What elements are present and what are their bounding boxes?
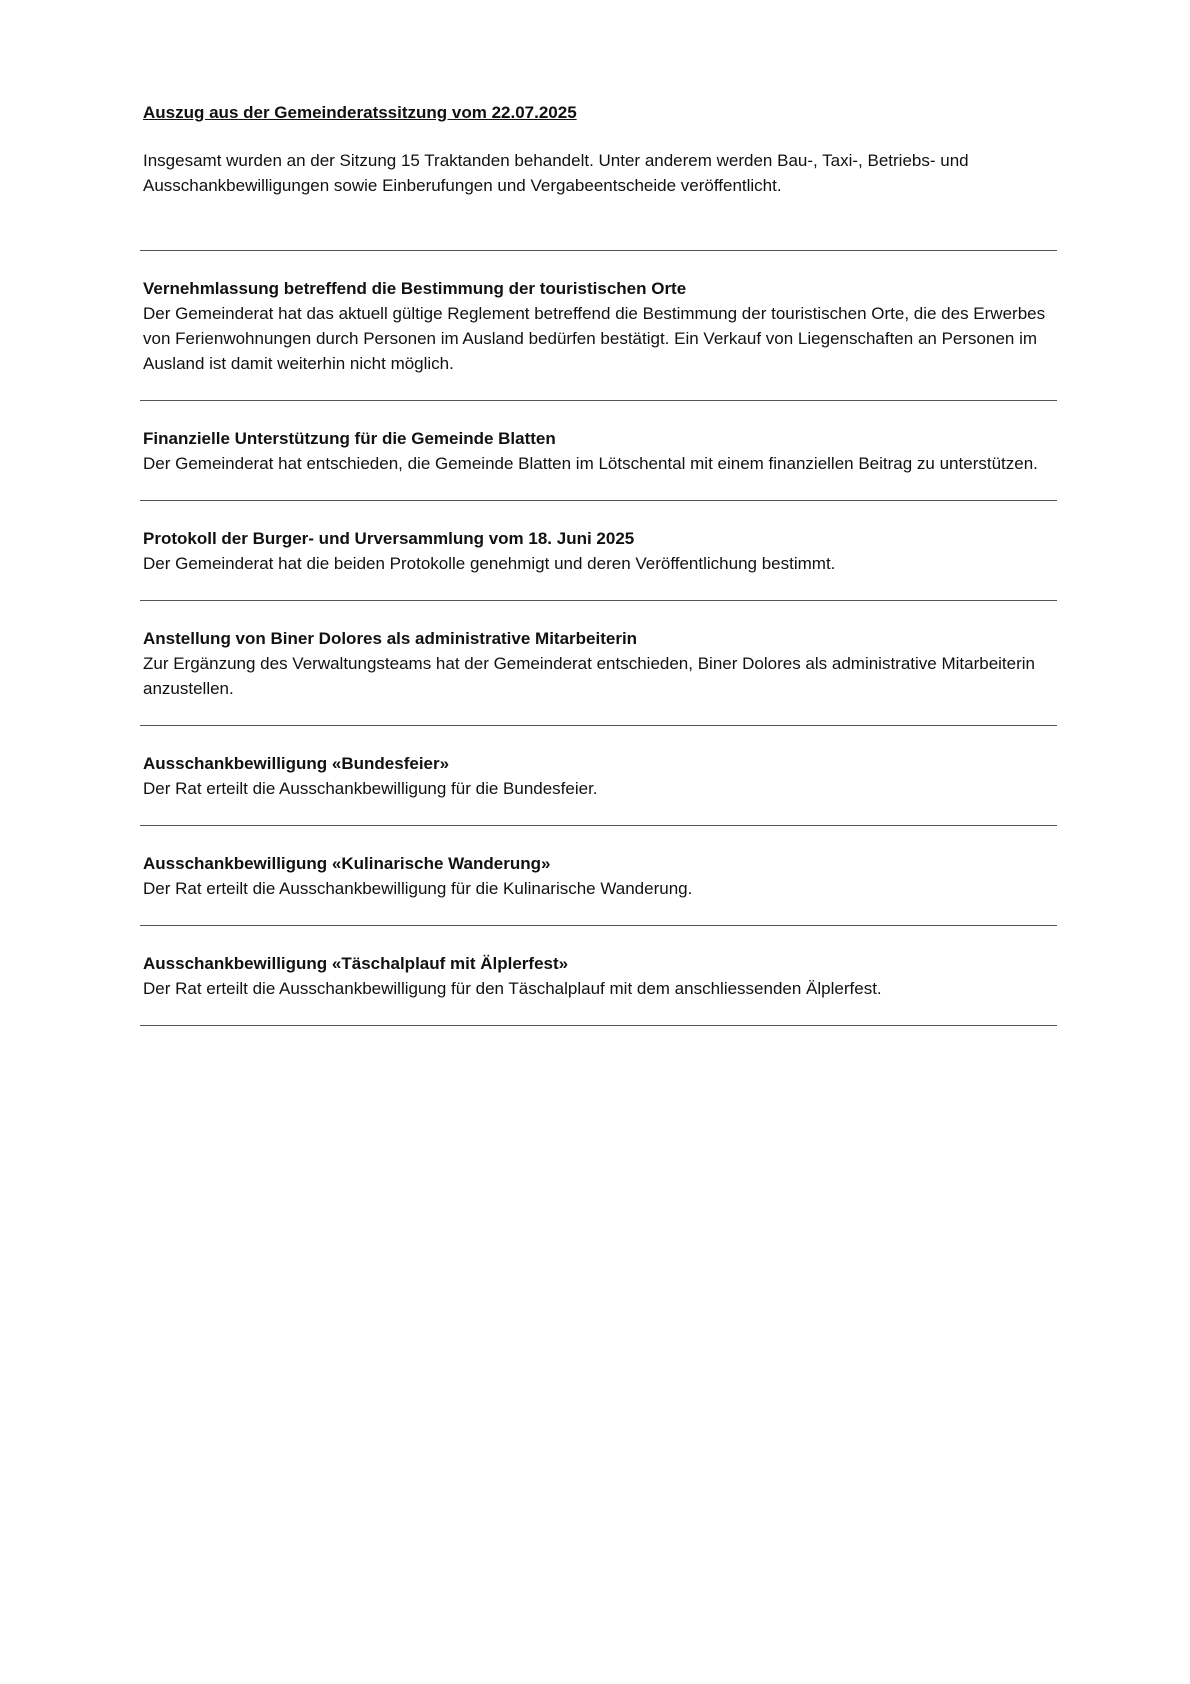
section-divider [140,925,1057,926]
agenda-item [143,826,1057,925]
section-divider [140,400,1057,401]
section-divider [140,1025,1057,1026]
agenda-item [143,726,1057,825]
section-divider [140,825,1057,826]
section-divider [140,725,1057,726]
agenda-item-title: Anstellung von Biner Dolores als administrative Mitarbeiterin [143,629,638,648]
agenda-item [143,601,1057,725]
agenda-item-body: Der Gemeinderat hat entschieden, die Gemeinde Blatten im Lötschental mit einem finanziellen Beitrag zu unterstützen. [143,454,1038,473]
document-intro: Insgesamt wurden an der Sitzung 15 Traktanden behandelt. Unter anderem werden Bau-, Taxi-, Betriebs- und Ausschankbewilligungen sowie Einberufungen und Vergabeentscheide veröffentlicht. [143,151,969,195]
agenda-item-body: Der Gemeinderat hat das aktuell gültige Reglement betreffend die Bestimmung der touristischen Orte, die des Erwerbes von Ferienwohnungen durch Personen im Ausland bedürfen bestätigt. Ein Verkauf von Liegenschaften an Personen im Ausland ist damit weiterhin nicht möglich. [143,304,1046,373]
section-divider [140,600,1057,601]
agenda-item [143,401,1057,500]
agenda-item-body: Zur Ergänzung des Verwaltungsteams hat der Gemeinderat entschieden, Biner Dolores als administrative Mitarbeiterin anzustellen. [143,654,1036,698]
agenda-item [143,501,1057,600]
agenda-item-body: Der Gemeinderat hat die beiden Protokolle genehmigt und deren Veröffentlichung bestimmt. [143,554,836,573]
document-title: Auszug aus der Gemeinderatssitzung vom 22.07.2025 [143,103,577,122]
agenda-item-body: Der Rat erteilt die Ausschankbewilligung für den Täschalplauf mit dem anschliessenden Älplerfest. [143,979,882,998]
agenda-item-title: Ausschankbewilligung «Täschalplauf mit Älplerfest» [143,954,569,973]
agenda-item-body: Der Rat erteilt die Ausschankbewilligung für die Kulinarische Wanderung. [143,879,693,898]
agenda-item-body: Der Rat erteilt die Ausschankbewilligung für die Bundesfeier. [143,779,598,798]
agenda-item-title: Vernehmlassung betreffend die Bestimmung der touristischen Orte [143,279,687,298]
document-content [143,100,1057,1026]
agenda-item [143,926,1057,1025]
section-divider [140,250,1057,251]
section-divider [140,500,1057,501]
agenda-item-title: Finanzielle Unterstützung für die Gemeinde Blatten [143,429,556,448]
agenda-item-title: Protokoll der Burger- und Urversammlung vom 18. Juni 2025 [143,529,635,548]
agenda-item-title: Ausschankbewilligung «Kulinarische Wanderung» [143,854,551,873]
agenda-item [143,251,1057,400]
agenda-item-title: Ausschankbewilligung «Bundesfeier» [143,754,450,773]
